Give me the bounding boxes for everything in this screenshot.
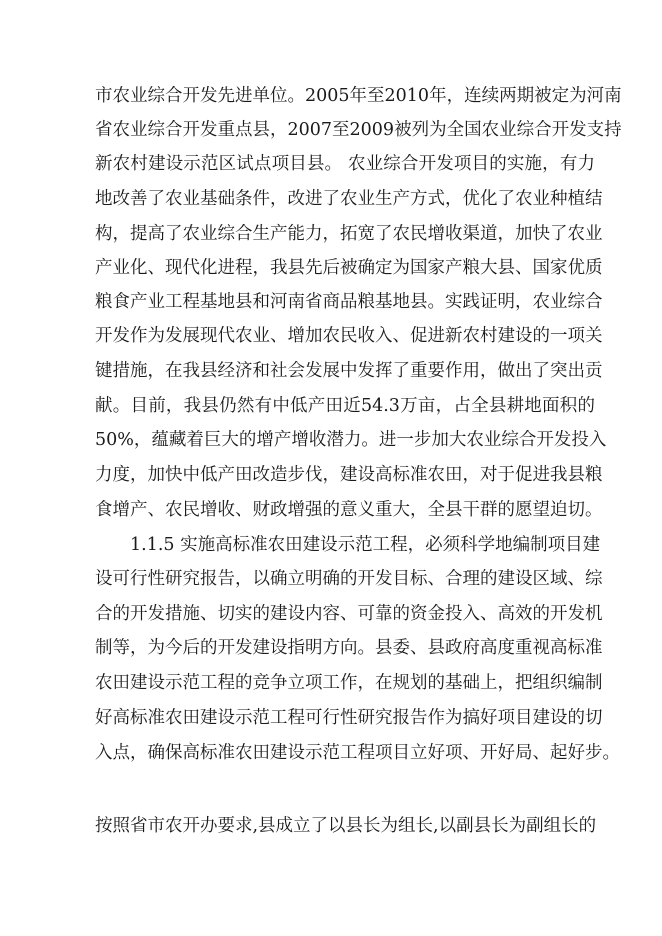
paragraph2-line-3: 合的开发措施、切实的建设内容、可靠的资金投入、高效的开发机 xyxy=(95,604,603,624)
paragraph2-line-1: 1.1.5 实施高标准农田建设示范工程，必须科学地编制项目建 xyxy=(130,535,601,555)
paragraph2-line-7: 入点，确保高标准农田建设示范工程项目立好项、开好局、起好步。 xyxy=(95,743,620,763)
paragraph1-line-6: 产业化、现代化进程，我县先后被确定为国家产粮大县、国家优质 xyxy=(95,258,603,278)
paragraph2-line-2: 设可行性研究报告，以确立明确的开发目标、合理的建设区域、综 xyxy=(95,569,603,589)
paragraph1-line-13: 食增产、农民增收、财政增强的意义重大，全县干群的愿望迫切。 xyxy=(95,500,603,520)
paragraph3-line-1: 按照省市农开办要求,县成立了以县长为组长,以副县长为副组长的 xyxy=(95,816,597,836)
paragraph1-line-9: 键措施，在我县经济和社会发展中发挥了重要作用，做出了突出贡 xyxy=(95,361,603,381)
paragraph1-line-1: 市农业综合开发先进单位。2005年至2010年，连续两期被定为河南 xyxy=(95,86,622,106)
paragraph1-line-7: 粮食产业工程基地县和河南省商品粮基地县。实践证明，农业综合 xyxy=(95,292,603,312)
paragraph2-line-5: 农田建设示范工程的竞争立项工作，在规划的基础上，把组织编制 xyxy=(95,673,603,693)
paragraph1-line-5: 构，提高了农业综合生产能力，拓宽了农民增收渠道，加快了农业 xyxy=(95,224,603,244)
paragraph1-line-12: 力度，加快中低产田改造步伐，建设高标准农田，对于促进我县粮 xyxy=(95,465,603,485)
paragraph1-line-8: 开发作为发展现代农业、增加农民收入、促进新农村建设的一项关 xyxy=(95,326,603,346)
paragraph2-line-6: 好高标准农田建设示范工程可行性研究报告作为搞好项目建设的切 xyxy=(95,708,603,728)
paragraph1-line-10: 献。目前，我县仍然有中低产田近54.3万亩，占全县耕地面积的 xyxy=(95,396,595,416)
paragraph1-line-2: 省农业综合开发重点县，2007至2009被列为全国农业综合开发支持 xyxy=(95,120,622,140)
paragraph1-line-3: 新农村建设示范区试点项目县。 农业综合开发项目的实施，有力 xyxy=(95,154,595,174)
paragraph1-line-4: 地改善了农业基础条件，改进了农业生产方式，优化了农业种植结 xyxy=(95,189,603,209)
paragraph1-line-11: 50%，蕴藏着巨大的增产增收潜力。进一步加大农业综合开发投入 xyxy=(95,430,607,450)
paragraph2-line-4: 制等，为今后的开发建设指明方向。县委、县政府高度重视高标准 xyxy=(95,638,603,658)
